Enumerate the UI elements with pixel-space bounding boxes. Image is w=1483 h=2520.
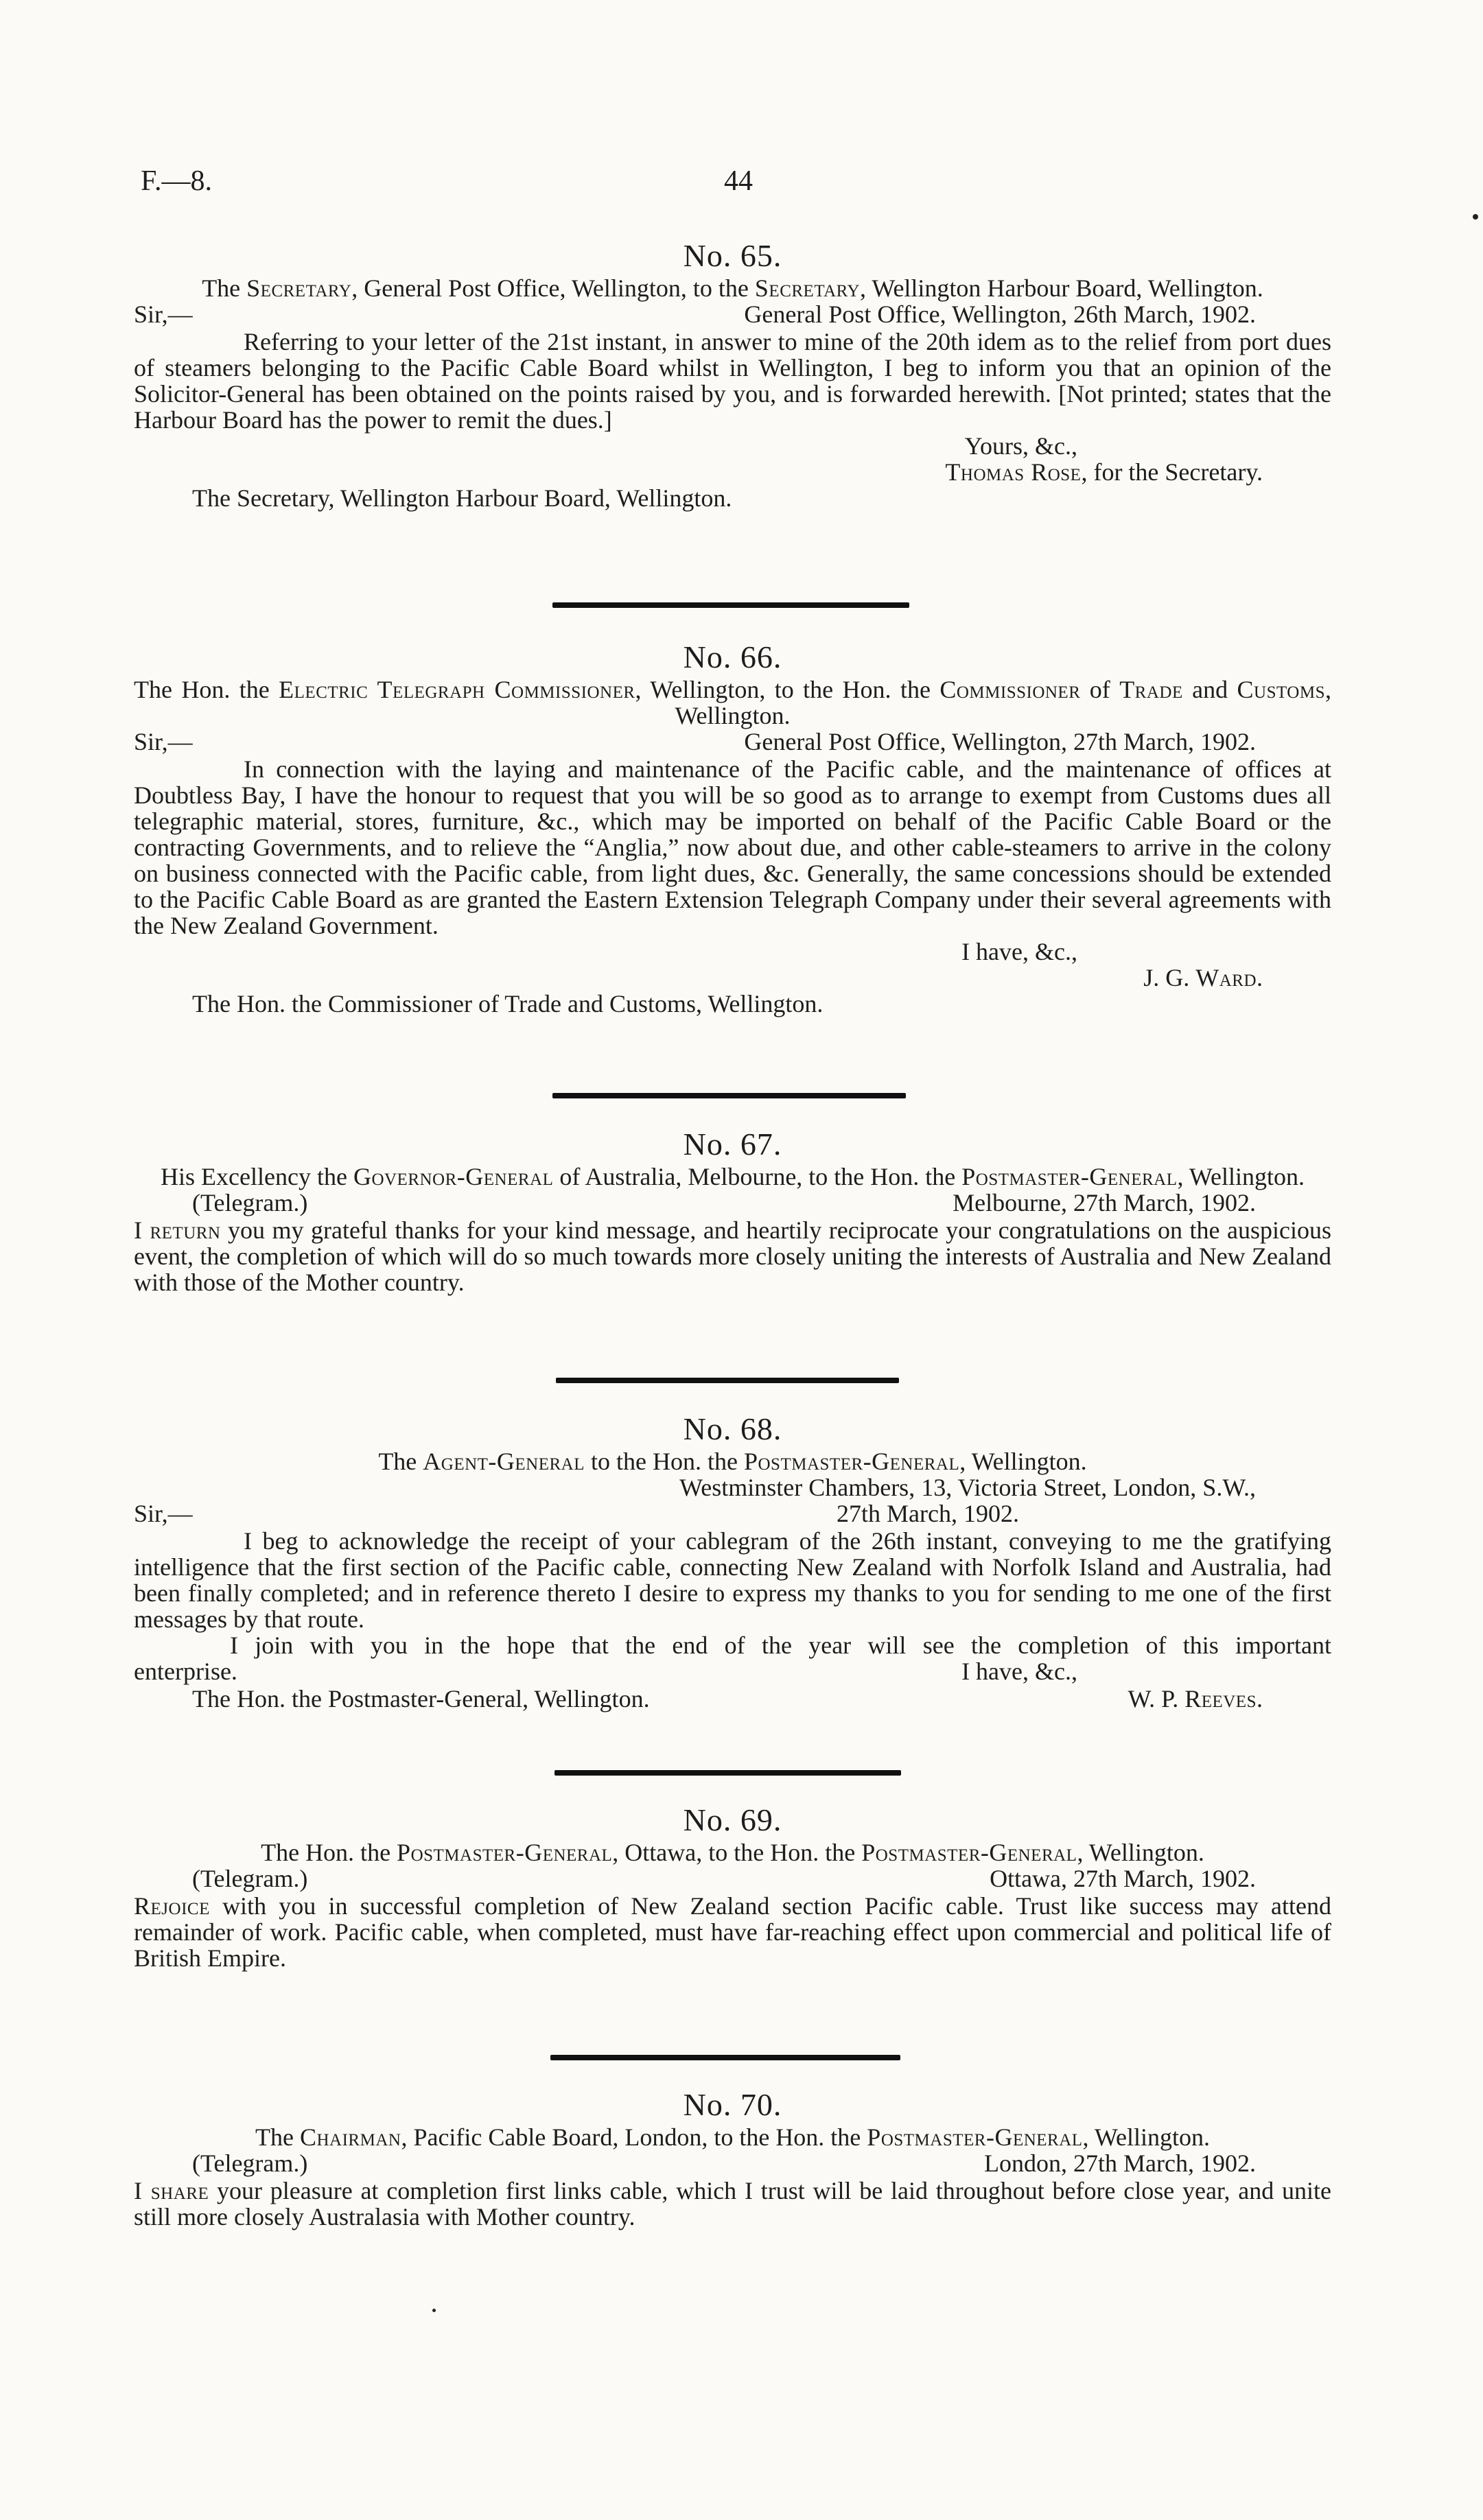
route-segment: Postmaster-General: [397, 1839, 613, 1866]
route-segment: The: [255, 2123, 300, 2151]
letter-66: [134, 638, 1331, 1017]
letter-route: [134, 1164, 1331, 1190]
route-segment: The: [378, 1448, 423, 1475]
route-segment: and: [1182, 676, 1237, 703]
route-segment: His Excellency the: [161, 1163, 353, 1190]
route-segment: Secretary: [754, 274, 860, 302]
route-segment: , Wellington Harbour Board, Wellington.: [860, 274, 1263, 302]
signature: W. P. Reeves.: [1128, 1685, 1263, 1712]
salutation: Sir,—: [134, 301, 193, 328]
margin-mark: [432, 2309, 436, 2312]
route-segment: of Australia, Melbourne, to the Hon. the: [553, 1163, 962, 1190]
letter-body: Rejoice with you in successful completion of New Zealand section Pacific cable. Trust like success may attend remainder of work. Pacific cable, when completed, must have far-reaching effect upon commercial and political life of British Empire.: [134, 1892, 1331, 1972]
route-segment: to the Hon. the: [585, 1448, 744, 1475]
closing: Yours, &c.,: [964, 432, 1077, 460]
route-segment: Postmaster-General: [743, 1448, 960, 1475]
signature: J. G. Ward.: [1143, 964, 1263, 991]
route-segment: Agent-General: [423, 1448, 585, 1475]
route-segment: The Hon. the: [261, 1839, 397, 1866]
place-date: General Post Office, Wellington, 27th March, 1902.: [744, 728, 1256, 755]
letter-body: I return you my grateful thanks for your kind message, and heartily reciprocate your congratulations on the auspicious event, the completion of which will do so much towards more closely uniting the interests of Australia and New Zealand with those of the Mother country.: [134, 1216, 1332, 1296]
place-line: Westminster Chambers, 13, Victoria Street, London, S.W.,: [679, 1474, 1256, 1501]
route-segment: Postmaster-General: [861, 1839, 1077, 1866]
letter-route: [134, 2124, 1331, 2150]
letter-route: [134, 676, 1331, 729]
salutation: Sir,—: [134, 728, 193, 755]
letter-body: I share your pleasure at completion first links cable, which I trust will be laid throughout before close year, and unite still more closely Australasia with Mother country.: [134, 2177, 1331, 2230]
place-date: Ottawa, 27th March, 1902.: [990, 1865, 1256, 1892]
letter-70: [134, 2086, 1331, 2230]
route-segment: Postmaster-General: [867, 2123, 1083, 2151]
route-segment: Commissioner: [939, 676, 1081, 703]
letter-body: Referring to your letter of the 21st instant, in answer to mine of the 20th idem as to the relief from port dues of steamers belonging to the Pacific Cable Board whilst in Wellington, I beg to inform you that an opinion of the Solicitor-General has been obtained on the points raised by you, and is forwarded herewith. [Not printed; states that the Harbour Board has the power to remit the dues.]: [134, 328, 1331, 434]
letter-69: [134, 1801, 1331, 1971]
route-segment: , Wellington.: [1177, 1163, 1305, 1190]
route-segment: , Ottawa, to the Hon. the: [612, 1839, 862, 1866]
letter-number: No. 68.: [683, 1411, 782, 1446]
letter-number: No. 69.: [683, 1802, 782, 1837]
place-date: Melbourne, 27th March, 1902.: [953, 1189, 1256, 1216]
route-segment: Secretary: [246, 274, 352, 302]
telegram-label: (Telegram.): [192, 1189, 308, 1216]
page-number: 44: [724, 165, 753, 197]
letter-body-continued: I join with you in the hope that the end of the year will see the completion of this important: [230, 1632, 1331, 1659]
letter-number: No. 66.: [683, 639, 782, 674]
place-date: London, 27th March, 1902.: [984, 2150, 1256, 2177]
addressee: The Hon. the Commissioner of Trade and Customs, Wellington.: [192, 990, 824, 1017]
section-divider: [552, 1093, 906, 1098]
route-segment: The Hon. the: [134, 676, 279, 703]
route-segment: , Wellington.: [959, 1448, 1087, 1475]
route-segment: Trade: [1119, 676, 1183, 703]
telegram-label: (Telegram.): [192, 2150, 308, 2177]
letter-number: No. 70.: [683, 2087, 782, 2122]
letter-65: [134, 237, 1331, 511]
closing: I have, &c.,: [961, 1658, 1077, 1685]
letter-route: [134, 1839, 1331, 1865]
closing: I have, &c.,: [961, 938, 1077, 965]
section-divider: [550, 2055, 900, 2060]
letter-route: [134, 275, 1331, 301]
salutation: Sir,—: [134, 1500, 193, 1527]
document-reference: F.—8.: [141, 165, 212, 197]
route-segment: , Wellington.: [1077, 1839, 1204, 1866]
margin-mark: [1473, 214, 1478, 220]
letter-body: In connection with the laying and maintenance of the Pacific cable, and the maintenance of offices at Doubtless Bay, I have the honour to request that you will be so good as to arrange to exempt from Customs dues all telegraphic material, stores, furniture, &c., which may be imported on behalf of the Pacific Cable Board or the contracting Governments, and to relieve the “Anglia,” now about due, and other cable-steamers to arrive in the colony on business connected with the Pacific cable, from light dues, &c. Generally, the same concessions should be extended to the Pacific Cable Board as are granted the Eastern Extension Telegraph Company under their several agreements with the New Zealand Government.: [134, 755, 1331, 939]
signature: Thomas Rose, for the Secretary.: [945, 458, 1263, 486]
letter-67: [134, 1125, 1331, 1295]
route-segment: Postmaster-General: [961, 1163, 1178, 1190]
section-divider: [552, 602, 909, 608]
letter-number: No. 67.: [683, 1127, 782, 1162]
section-divider: [556, 1378, 899, 1383]
letter-68: [134, 1410, 1331, 1713]
page-header: [141, 165, 1348, 206]
telegram-label: (Telegram.): [192, 1865, 308, 1892]
section-divider: [554, 1770, 901, 1776]
letter-body-end: enterprise.: [134, 1658, 237, 1685]
route-segment: of: [1080, 676, 1120, 703]
route-segment: , General Post Office, Wellington, to the: [351, 274, 755, 302]
route-segment: Electric Telegraph Commissioner: [279, 676, 635, 703]
place-date: General Post Office, Wellington, 26th March, 1902.: [744, 301, 1256, 328]
route-segment: Governor-General: [353, 1163, 554, 1190]
route-segment: , Wellington.: [1082, 2123, 1210, 2151]
place-date: 27th March, 1902.: [837, 1500, 1019, 1527]
letter-route: [134, 1448, 1331, 1474]
route-segment: , Wellington, to the Hon. the: [635, 676, 940, 703]
route-segment: Chairman: [299, 2123, 401, 2151]
letter-number: No. 65.: [683, 238, 782, 273]
letter-body: I beg to acknowledge the receipt of your cablegram of the 26th instant, conveying to me the gratifying intelligence that the first section of the Pacific cable, connecting New Zealand with Norfolk Island and Australia, had been finally completed; and in reference thereto I desire to express my thanks to you for sending to me one of the first messages by that route.: [134, 1527, 1331, 1633]
addressee: The Hon. the Postmaster-General, Wellington.: [192, 1685, 650, 1712]
route-segment: The: [202, 274, 247, 302]
addressee: The Secretary, Wellington Harbour Board, Wellington.: [192, 484, 732, 512]
route-segment: , Wellington.: [675, 676, 1331, 729]
route-segment: , Pacific Cable Board, London, to the Hon. the: [401, 2123, 867, 2151]
route-segment: Customs: [1237, 676, 1325, 703]
